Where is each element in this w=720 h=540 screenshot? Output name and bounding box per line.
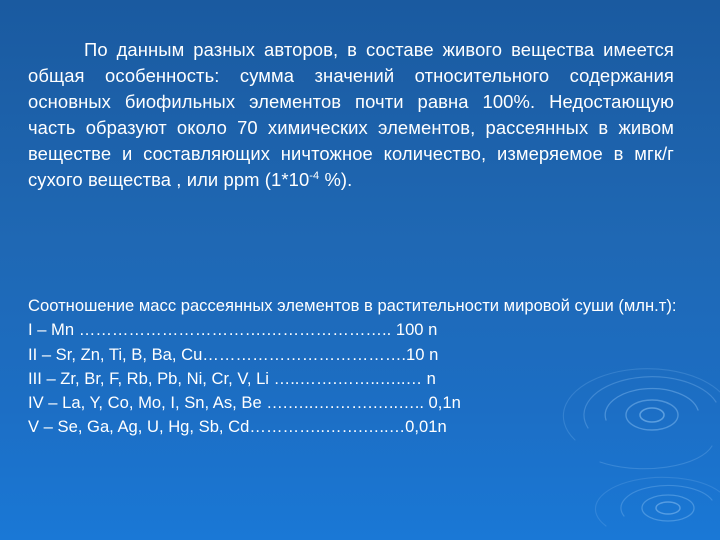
- ratio-line-group-2: II – Sr, Zn, Ti, B, Ba, Cu……………………………….10 n: [28, 344, 439, 364]
- element-ratio-list: [28, 294, 688, 440]
- paragraph-exponent: -4: [309, 169, 320, 182]
- paragraph-text: По данным разных авторов, в составе живого вещества имеется общая особенность: сумма значений относительного содержания основных биофильных элементов почти равна 100%. Недостающую часть образуют около 70 химических элементов, рассеянных в живом веществе и составляющих ничтожное количество, измеряемое в мгк/г сухого вещества , или ppm (1*10: [28, 39, 674, 190]
- ratio-line-group-5: V – Se, Ga, Ag, U, Hg, Sb, Cd…………..…….…..…0,01n: [28, 417, 447, 437]
- paragraph-tail: %).: [319, 169, 353, 190]
- ratio-line-group-3: III – Zr, Br, F, Rb, Pb, Ni, Cr, V, Li …..…….……..…..… n: [28, 368, 436, 388]
- ratio-heading: Соотношение масс рассеянных элементов в растительности мировой суши (млн.т):: [28, 296, 677, 315]
- ratio-line-group-4: IV – La, Y, Co, Mo, I, Sn, As, Be ….…..….…….…..….. 0,1n: [28, 393, 461, 413]
- ratio-line-group-1: I – Mn …………………………….………………….. 100 n: [28, 320, 438, 340]
- intro-paragraph: [28, 37, 674, 193]
